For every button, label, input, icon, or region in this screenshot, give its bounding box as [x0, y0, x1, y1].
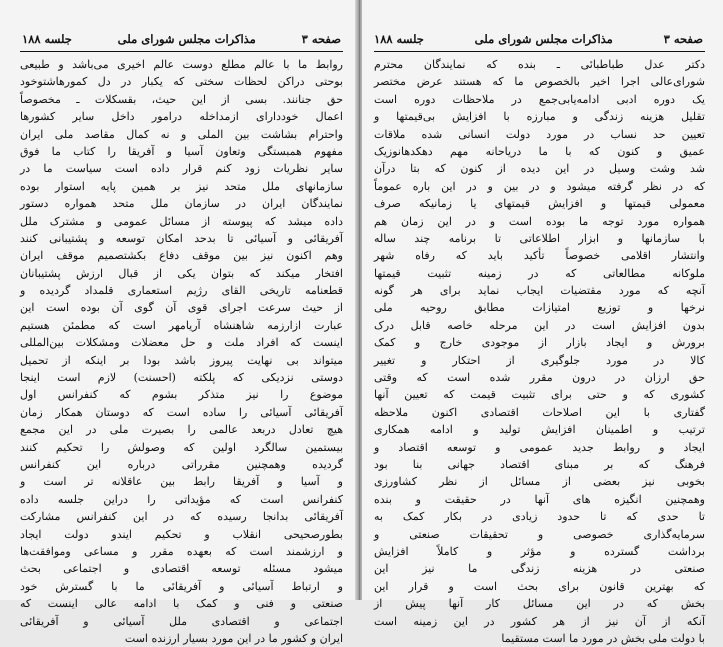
- text-line: بطورصحیحی انقلاب و تحکیم ایندو دولت ایجاد: [20, 527, 343, 541]
- right-header-rule: [374, 51, 705, 52]
- text-line: آفریقائی آسیائی را ساده است که دوستان همکار زمان: [20, 405, 343, 419]
- text-line: گردیده وهمچنین مقرراتی درباره این کنفرانس: [20, 457, 343, 471]
- text-line: کشوری که و حتی برای تثبیت قیمت که تعیین آنها: [374, 388, 705, 402]
- text-line: هیچ تعادل دربعد عالمی را بصیرت ملی در این مجمع: [20, 423, 343, 437]
- left-page-header: [22, 30, 341, 48]
- right-page-session: جلسه ۱۸۸: [374, 32, 424, 46]
- text-line: نرخها و توزیع امتیازات مطابق روحیه ملی: [374, 301, 705, 315]
- text-line: روابط ما با عالم مطلع دوست عالم اخیری می‌باشد و طبیعی: [20, 58, 343, 71]
- text-line: عبارت ازارزمه شاهنشاه آریامهر است که مطمئن هستیم: [20, 318, 343, 332]
- right-text-column: [374, 56, 705, 645]
- text-line: بوحتی دراکن لحظات سختی که یکبار در دل کمورهاشتوخود: [20, 75, 343, 89]
- text-line: تا حدی که تا حدود زیادی در بکار کمک به: [374, 510, 705, 524]
- text-line: با سازمانها و ابزار اطلاعاتی تا برنامه چند ساله: [374, 231, 705, 245]
- text-line: موضوع را نیز متذکر بشوم که کنفرانس اول: [20, 388, 343, 402]
- left-page: [0, 0, 357, 645]
- text-line: صنعتی در هزینه زندگی ما نیز این: [374, 562, 705, 576]
- text-line: آنکه از آن نیز از هر کشور در این زمینه است: [374, 614, 705, 628]
- text-line: بخش که در این مسائل کار آنها پیش از: [374, 597, 705, 611]
- text-line: قطعنامه تاریخی القای رژیم استعماری قلمداد گردیده و: [20, 284, 343, 298]
- text-line: کنفرانس است که مؤیداتی را دراین جلسه داده: [20, 492, 343, 506]
- text-line: وهم اکنون نیز بین موقف دفاع بکشتصمیم موقف ایران: [20, 249, 343, 263]
- text-line: عمیق و کنون که با ما دریاحانه مهم دهکدهانوزیک: [374, 144, 705, 158]
- left-header-rule: [20, 51, 343, 52]
- text-line: افتخار میکند که بتوان یکی از قبال ارزش پشتیبانان: [20, 266, 343, 280]
- right-page-title: مذاکرات مجلس شورای ملی: [474, 32, 613, 46]
- right-page-header: [374, 30, 703, 48]
- text-line: و ارتباط آسیائی و آفریقائی ما با گسترش خود: [20, 579, 343, 593]
- text-line: مفهوم همبستگی وتعاون آسیا و آفریقا را کتاب ما فوق: [20, 144, 343, 158]
- text-line: از حیث سرعت اجرای قوی آن گوی آن بوده است این: [20, 301, 343, 315]
- text-line: و آسیا و آفریقا رابط بین عاقلانه تر است و: [20, 475, 343, 489]
- text-line: حق ارزان در درون مقرر شده است که وقتی: [374, 371, 705, 385]
- text-line: بخوبی نیز بعضی از مسائل از نظر کشاورزی: [374, 475, 705, 489]
- left-text-column: [20, 56, 343, 645]
- text-line: برداشت گسترده و مؤثر و کاملاً افزایش: [374, 544, 705, 558]
- text-line: یک دوره ادبی ادامه‌یابی‌جمع در ملاحظات دوره است: [374, 92, 705, 106]
- text-line: دکتر عدل طباطبائی ـ بنده که نمایندگان محترم: [374, 58, 705, 71]
- text-line: فرهنگ که بر مبنای اقتصاد جهانی بنا بود: [374, 457, 705, 471]
- text-line: شد وشت وسیل در این دیده از کنون که بتا درآن: [374, 162, 705, 176]
- text-line: بیستمین سالگرد اولین که وصولش را تحکیم کنند: [20, 440, 343, 454]
- text-line: سایر نظریات زود کنم قرار داده است سیاست ما در: [20, 162, 343, 176]
- text-line: دوستی نزدیکی که پلکته (احسنت) لازم است اینجا: [20, 371, 343, 385]
- text-line: که در نظر گرفته میشود و در بین و در این باره عموماً: [374, 179, 705, 193]
- text-line: آنچه که مورد مقتضیات ایجاب نماید برای هر گونه: [374, 284, 705, 298]
- text-line: ایران و کشور ما در این مورد بسیار ارزنده است: [124, 631, 343, 645]
- text-line: میتواند بی نهایت پیروز باشد بودا بر اینکه از تحمیل: [20, 353, 343, 367]
- text-line: آفریقائی و آسیائی تا بدحد امکان توسعه و پشتیبانی کنند: [20, 231, 343, 245]
- text-line: و ارزشمند است که بعهده مقرر و مساعی وموافقت‌ها: [20, 544, 343, 558]
- text-line: اعمال خوددارای ازمداخله درامور داخل سایر کشورها: [20, 110, 343, 124]
- left-page-number: صفحه ۳: [301, 32, 341, 46]
- text-line: میشود مسئله توسعه اقتصادی و اجتماعی بحث: [20, 562, 343, 576]
- text-line: با دولت ملی بخش در مورد ما است مستقیما: [501, 631, 705, 645]
- text-line: واحترام بشاشت بین الملی و نه کمال مقاصد ملی ایران: [20, 127, 343, 141]
- text-line: برورش و ایجاد بازار از موجودی خارج و کمک: [374, 336, 705, 350]
- text-line: ترتیب و اطمینان افزایش تولید و ادامه همکاری: [374, 423, 705, 437]
- text-line: تقلیل هزینه زندگی و مبارزه با افزایش بی‌قیمتها و: [374, 110, 705, 124]
- text-line: وهمچنین انگیزه های آنها در حقیقت و بنده: [374, 492, 705, 506]
- text-line: معمولی قیمتها و افزایش قیمتهای یا زمانیکه صرف: [374, 197, 705, 211]
- right-page-number: صفحه ۳: [663, 32, 703, 46]
- text-line: گفتاری با این اصلاحات اقتصادی اکنون ملاحظه: [374, 405, 705, 419]
- text-line: بدون افزایش است در این مرحله خاصه قابل درک: [374, 318, 705, 332]
- text-line: تعیین حد نساب در مورد دولت انسانی شده ملاقات: [374, 127, 705, 141]
- text-line: سرمایه‌گذاری خصوصی و تحقیقات صنعتی و: [374, 527, 705, 541]
- left-page-title: مذاکرات مجلس شورای ملی: [117, 32, 256, 46]
- text-line: وانتشار اقلامی خصوصاً تأکید باید که رفاه شهر: [374, 249, 705, 263]
- text-line: که بهترین قانون برای بحث است و قرار این: [374, 579, 705, 593]
- right-page: [362, 0, 723, 645]
- text-line: آفریقائی بدانجا رسیده که در این کنفرانس مشارکت: [20, 510, 343, 524]
- text-line: سازمانهای ملل متحد نیز بر همین پایه استوار بوده: [20, 179, 343, 193]
- left-page-session: جلسه ۱۸۸: [22, 32, 72, 46]
- text-line: همواره مورد توجه ما بوده است و در این زمان هم: [374, 214, 705, 228]
- text-line: صنعتی و فنی و کمک با ادامه عالی اینست که: [20, 597, 343, 611]
- text-line: کالا در مورد جلوگیری از احتکار و تغییر: [374, 353, 705, 367]
- text-line: شورای‌عالی اجرا اخیر بالخصوص ما که هستند عرض مختصر: [374, 75, 705, 89]
- text-line: اجتماعی و اقتصادی ملل آسیائی و آفریقائی: [20, 614, 343, 628]
- text-line: نمایندگان ایران در سازمان ملل متحد همواره دستور: [20, 197, 343, 211]
- text-line: داده میشد که پیوسته از مسائل عمومی و مشترک ملل: [20, 214, 343, 228]
- text-line: حق جنانند. بسی از این حیث، بقسکلات ـ مخصوصاً: [20, 92, 343, 106]
- text-line: ملوکانه مطالعاتی که در زمینه تثبیت قیمتها: [374, 266, 705, 280]
- text-line: ایجاد و روابط جدید عمومی و توسعه اقتصاد و: [374, 440, 705, 454]
- text-line: اینست که افراد ملت و حل معضلات ومشکلات بین‌المللی: [20, 336, 343, 350]
